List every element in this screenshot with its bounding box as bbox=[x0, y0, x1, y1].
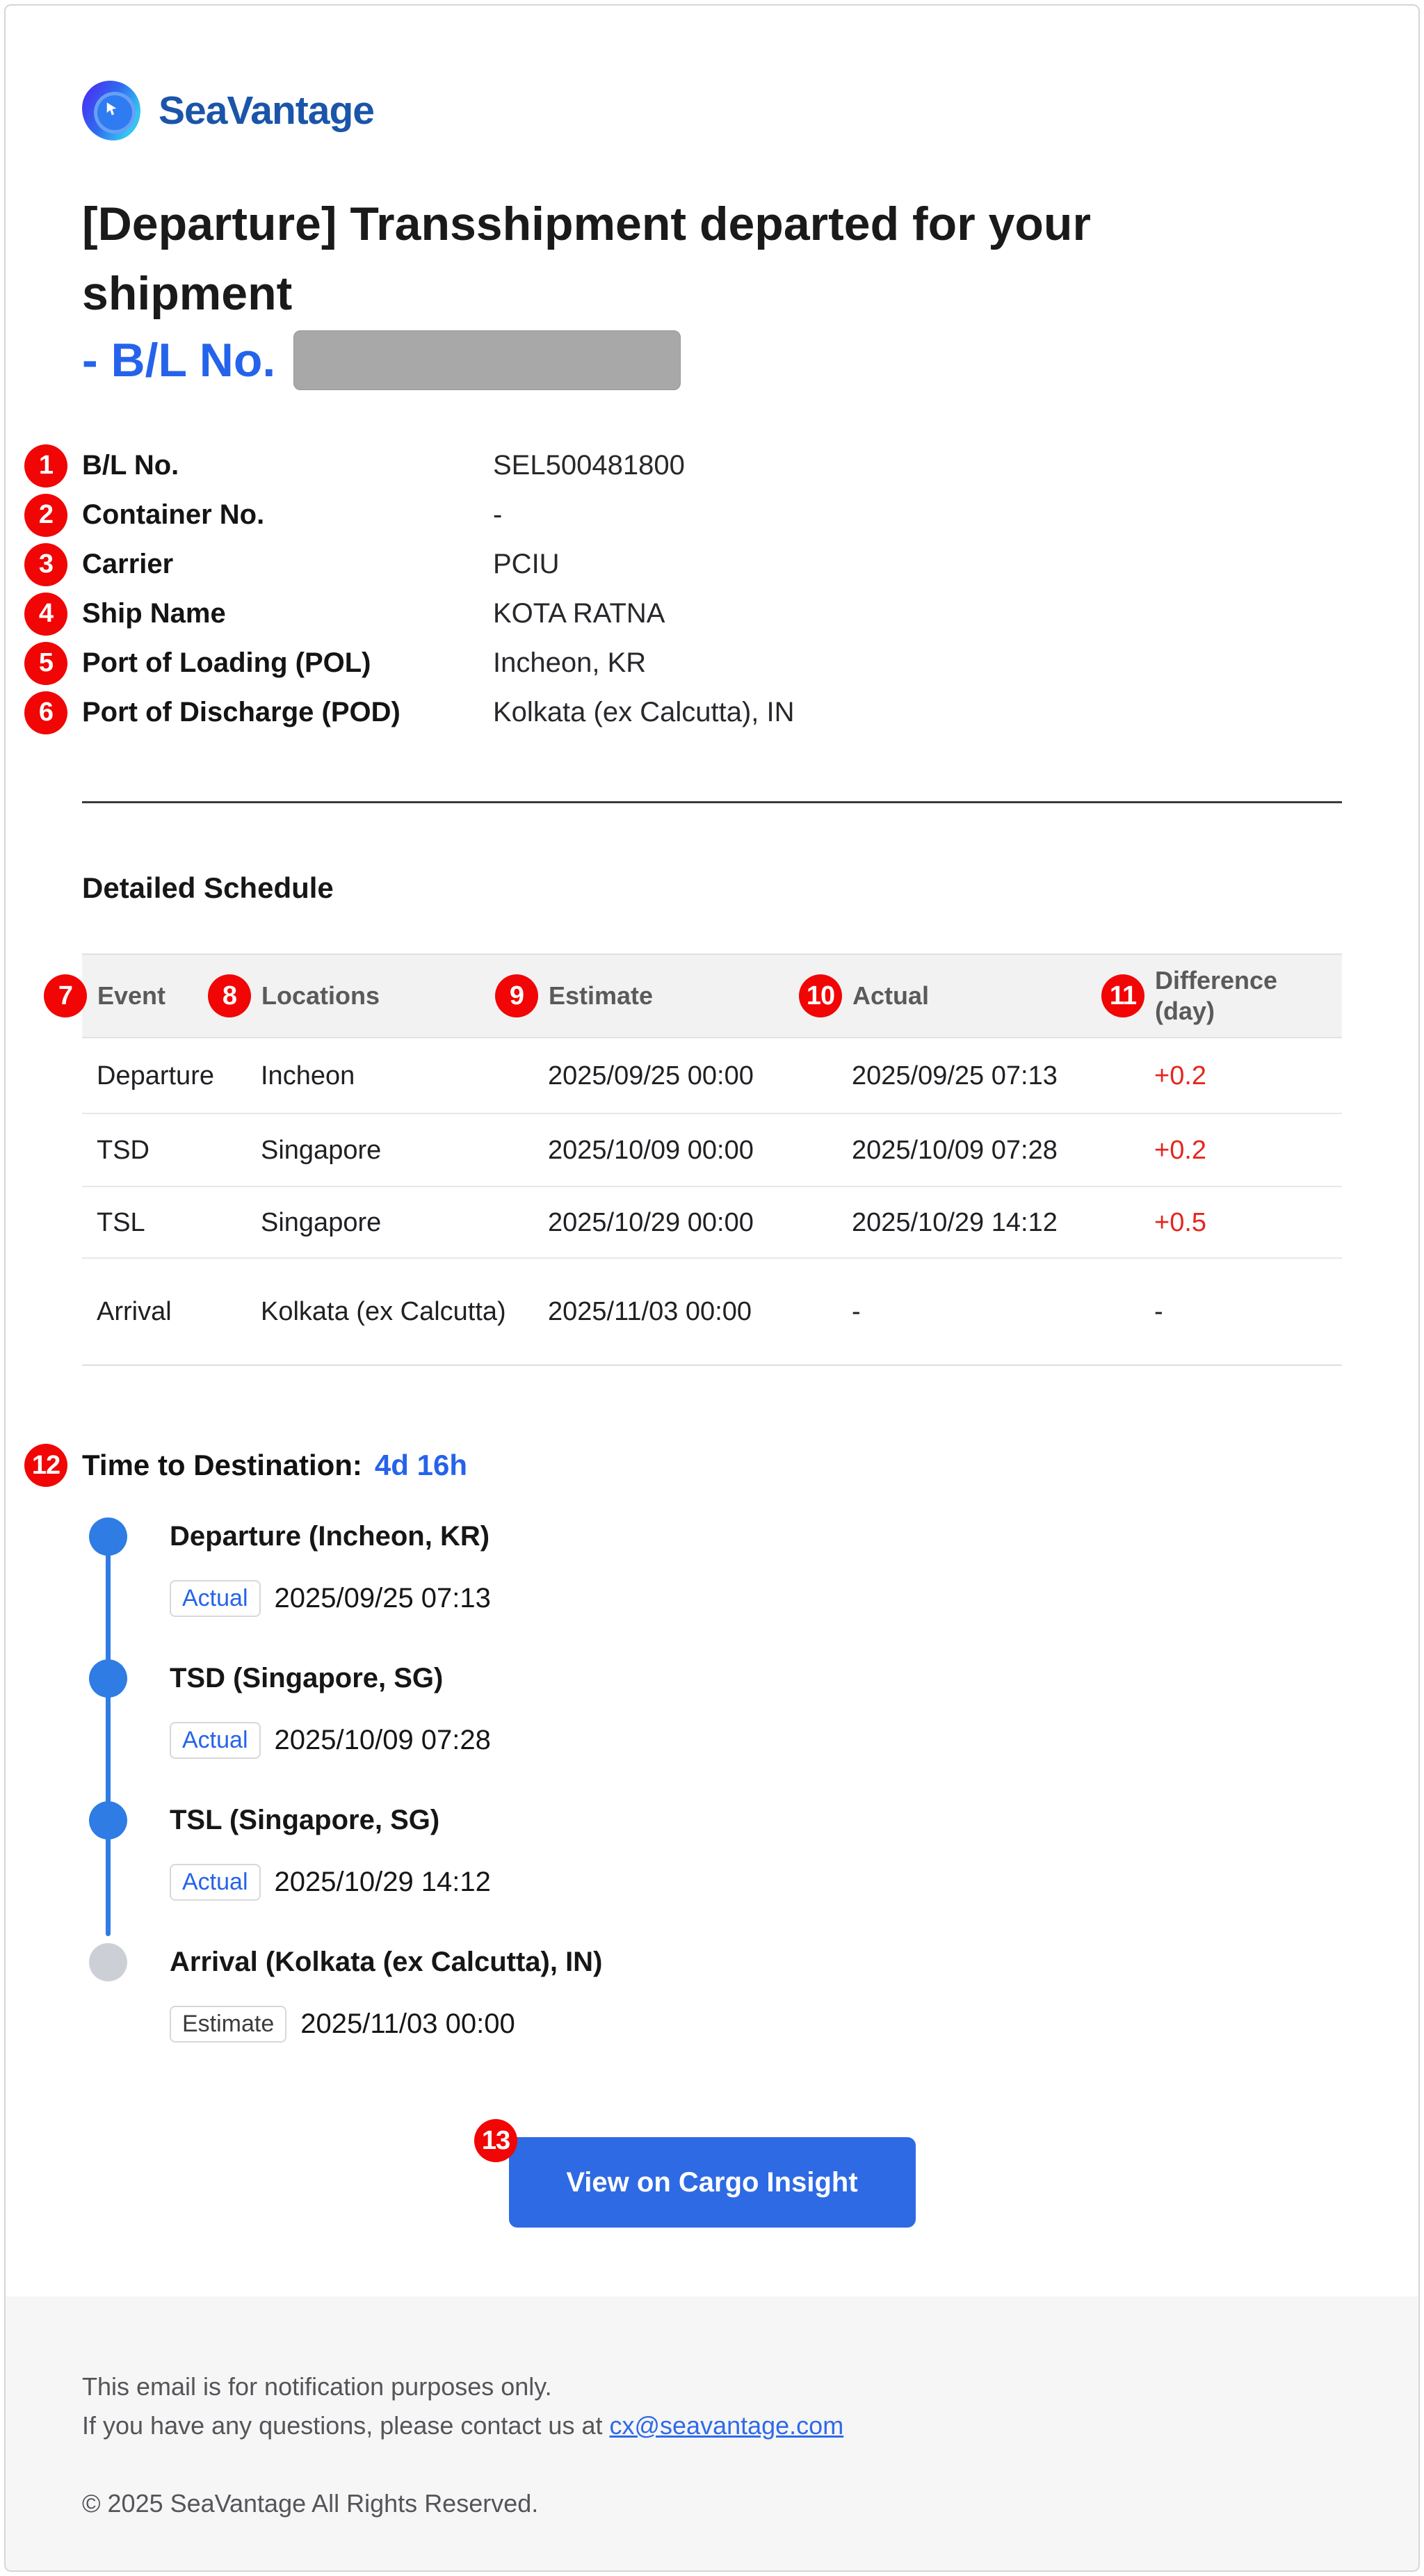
summary-value: SEL500481800 bbox=[493, 450, 685, 481]
cursor-icon bbox=[102, 100, 121, 119]
column-header-label: Estimate bbox=[549, 981, 654, 1010]
cell-location: Singapore bbox=[261, 1207, 382, 1237]
cell-location: Kolkata (ex Calcutta) bbox=[261, 1297, 506, 1326]
summary-value: PCIU bbox=[493, 549, 560, 579]
email-container bbox=[4, 4, 1420, 2572]
cta-section bbox=[82, 2125, 1342, 2228]
table-row-arrival bbox=[82, 1259, 1342, 1366]
page-title: [Departure] Transshipment departed for your shipment bbox=[82, 198, 1091, 320]
cell-estimate: 2025/10/09 00:00 bbox=[548, 1135, 754, 1165]
column-header-difference bbox=[1109, 955, 1342, 1037]
cell-event: TSD bbox=[97, 1135, 149, 1165]
status-tag: Actual bbox=[170, 1864, 261, 1901]
column-header-label: Event bbox=[97, 981, 166, 1010]
step-badge-8: 8 bbox=[208, 974, 251, 1017]
column-header-estimate bbox=[509, 955, 841, 1037]
event-datetime: 2025/10/09 07:28 bbox=[274, 1725, 491, 1755]
step-badge-6: 6 bbox=[24, 691, 67, 734]
shipment-summary bbox=[38, 441, 1342, 737]
table-row-departure bbox=[82, 1038, 1342, 1114]
column-header-label: Locations bbox=[261, 981, 380, 1010]
event-meta bbox=[170, 1722, 1342, 1759]
cell-estimate: 2025/11/03 00:00 bbox=[548, 1297, 752, 1326]
timeline-dot-actual bbox=[89, 1801, 127, 1840]
cell-difference: +0.2 bbox=[1154, 1135, 1207, 1165]
summary-value: Incheon, KR bbox=[493, 647, 647, 678]
footer-note-line2 bbox=[82, 2406, 1342, 2445]
timeline-dot-actual bbox=[89, 1659, 127, 1698]
cell-location: Singapore bbox=[261, 1135, 382, 1165]
cell-difference: +0.2 bbox=[1154, 1061, 1207, 1090]
timeline-event-tsl bbox=[170, 1801, 1342, 1943]
summary-row-ship bbox=[38, 589, 1342, 638]
step-badge-1: 1 bbox=[24, 444, 67, 488]
cell-estimate: 2025/09/25 00:00 bbox=[548, 1061, 754, 1090]
summary-label: Ship Name bbox=[82, 598, 226, 629]
event-datetime: 2025/09/25 07:13 bbox=[274, 1583, 491, 1613]
copyright-text: © 2025 SeaVantage All Rights Reserved. bbox=[82, 2489, 539, 2518]
brand-logo bbox=[82, 81, 1342, 140]
cell-difference: - bbox=[1154, 1297, 1163, 1326]
timeline-dot-estimate bbox=[89, 1943, 127, 1981]
column-header-actual bbox=[806, 955, 1143, 1037]
seavantage-logo-icon bbox=[82, 81, 140, 140]
summary-label: Port of Discharge (POD) bbox=[82, 697, 400, 727]
redacted-bl-number bbox=[293, 330, 681, 390]
schedule-header-row bbox=[58, 953, 1342, 1038]
column-header-label: Actual bbox=[852, 981, 930, 1010]
event-meta bbox=[170, 1864, 1342, 1901]
cell-difference: +0.5 bbox=[1154, 1207, 1207, 1237]
cell-location: Incheon bbox=[261, 1061, 355, 1090]
step-badge-9: 9 bbox=[495, 974, 538, 1017]
view-on-cargo-insight-button[interactable]: View on Cargo Insight bbox=[509, 2137, 916, 2228]
table-row-tsd bbox=[82, 1114, 1342, 1187]
step-badge-4: 4 bbox=[24, 593, 67, 636]
summary-label: B/L No. bbox=[82, 450, 179, 481]
summary-row-pol bbox=[38, 638, 1342, 688]
cell-actual: 2025/10/29 14:12 bbox=[852, 1207, 1058, 1237]
summary-row-pod bbox=[38, 688, 1342, 737]
step-badge-12: 12 bbox=[24, 1444, 67, 1487]
schedule-table bbox=[58, 953, 1342, 1366]
footer-contact-text: If you have any questions, please contact us at bbox=[82, 2411, 610, 2440]
cell-actual: - bbox=[852, 1297, 861, 1326]
section-divider bbox=[82, 801, 1342, 803]
cell-actual: 2025/10/09 07:28 bbox=[852, 1135, 1058, 1165]
event-datetime: 2025/10/29 14:12 bbox=[274, 1867, 491, 1897]
summary-label: Container No. bbox=[82, 499, 265, 530]
email-footer bbox=[6, 2296, 1418, 2570]
event-meta bbox=[170, 1580, 1342, 1617]
status-tag: Actual bbox=[170, 1580, 261, 1617]
table-row-tsl bbox=[82, 1187, 1342, 1259]
timeline-event-arrival bbox=[170, 1943, 1342, 2085]
cell-estimate: 2025/10/29 00:00 bbox=[548, 1207, 754, 1237]
timeline-event-departure bbox=[170, 1518, 1342, 1659]
cell-event: Departure bbox=[97, 1061, 214, 1090]
time-to-destination-label: Time to Destination: bbox=[82, 1449, 362, 1481]
step-badge-5: 5 bbox=[24, 642, 67, 685]
summary-label: Port of Loading (POL) bbox=[82, 647, 371, 678]
time-to-destination-value: 4d 16h bbox=[374, 1449, 467, 1481]
summary-label: Carrier bbox=[82, 549, 174, 579]
step-badge-2: 2 bbox=[24, 494, 67, 537]
event-title: Arrival (Kolkata (ex Calcutta), IN) bbox=[170, 1947, 603, 1977]
step-badge-11: 11 bbox=[1101, 974, 1144, 1017]
status-tag: Actual bbox=[170, 1722, 261, 1759]
step-badge-7: 7 bbox=[44, 974, 87, 1017]
timeline-event-tsd bbox=[170, 1659, 1342, 1801]
event-title: TSD (Singapore, SG) bbox=[170, 1663, 444, 1693]
event-title: Departure (Incheon, KR) bbox=[170, 1521, 490, 1552]
column-header-label: Difference (day) bbox=[1155, 966, 1278, 1025]
summary-value: KOTA RATNA bbox=[493, 598, 665, 629]
timeline-connector-line bbox=[106, 1536, 111, 1936]
summary-value: Kolkata (ex Calcutta), IN bbox=[493, 697, 795, 727]
step-badge-13: 13 bbox=[474, 2119, 517, 2162]
detailed-schedule-heading: Detailed Schedule bbox=[82, 871, 334, 904]
summary-row-carrier bbox=[38, 540, 1342, 589]
step-badge-10: 10 bbox=[799, 974, 842, 1017]
summary-row-bl bbox=[38, 441, 1342, 490]
event-title: TSL (Singapore, SG) bbox=[170, 1805, 440, 1835]
shipment-timeline bbox=[82, 1518, 1342, 2085]
step-badge-3: 3 bbox=[24, 543, 67, 586]
event-meta bbox=[170, 2006, 1342, 2043]
timeline-dot-actual bbox=[89, 1518, 127, 1556]
summary-row-container bbox=[38, 490, 1342, 540]
contact-email-link[interactable]: cx@seavantage.com bbox=[609, 2411, 844, 2440]
status-tag: Estimate bbox=[170, 2006, 286, 2043]
column-header-locations bbox=[222, 955, 524, 1037]
bl-number-line bbox=[82, 328, 1342, 392]
event-datetime: 2025/11/03 00:00 bbox=[300, 2009, 515, 2039]
summary-value: - bbox=[493, 499, 503, 530]
footer-note-line1: This email is for notification purposes only. bbox=[82, 2372, 552, 2401]
cell-event: Arrival bbox=[97, 1297, 172, 1326]
time-to-destination bbox=[31, 1445, 1342, 1486]
bl-number-prefix: - B/L No. bbox=[82, 334, 276, 387]
brand-name: SeaVantage bbox=[159, 88, 375, 133]
cell-actual: 2025/09/25 07:13 bbox=[852, 1061, 1058, 1090]
cell-event: TSL bbox=[97, 1207, 145, 1237]
